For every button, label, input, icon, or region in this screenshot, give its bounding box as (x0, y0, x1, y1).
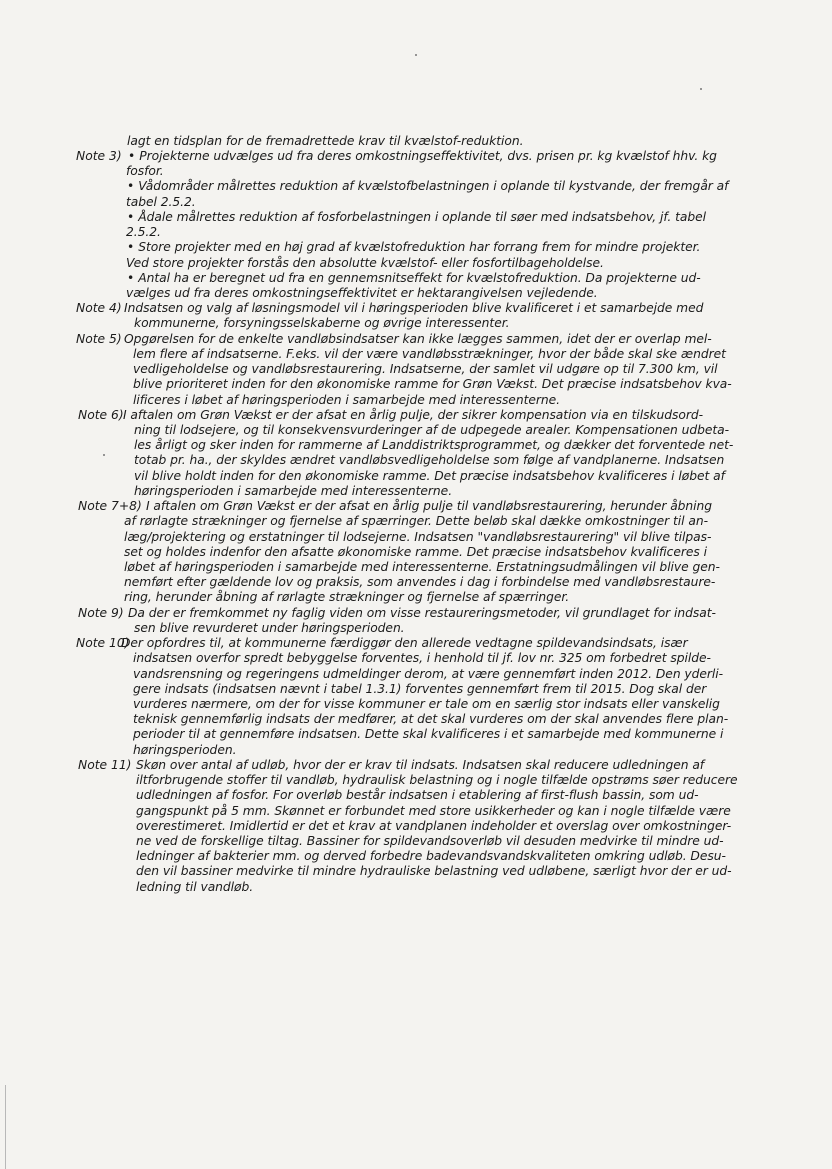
note-3-bullet-text: vælges ud fra deres omkostningseffektivitet er hektarangivelsen vejledende. (126, 286, 598, 300)
bullet-icon: • (128, 149, 136, 163)
bullet-text: Ådale målrettes reduktion af fosforbelastningen i oplande til søer med indsatsbehov, jf. tabel (138, 209, 707, 224)
scan-edge (5, 1085, 6, 1169)
note-5-text: vedligeholdelse og vandløbsrestaurering. Indsatserne, der samlet vil udgøre op til 7.300 km, vil (133, 362, 718, 377)
note-3-bullet-text (127, 210, 706, 224)
note-6-text: vil blive holdt inden for den økonomiske ramme. Det præcise indsatsbehov kvalificeres i løbet af (134, 468, 725, 483)
note-5-label: Note 5) (76, 331, 122, 346)
opening-line: lagt en tidsplan for de fremadrettede krav til kvælstof-reduktion. (127, 134, 524, 148)
note-6-text: les årligt og sker inden for rammerne af Landdistriktsprogrammet, og dækker det forventede net- (134, 438, 734, 453)
note-3-bullet-text (127, 179, 728, 193)
note-4-text: kommunerne, forsyningsselskaberne og øvrige interessenter. (134, 316, 510, 331)
note-3-label: Note 3) (76, 149, 122, 163)
note-10-text: gere indsats (indsatsen nævnt i tabel 1.3.1) forventes gennemført frem til 2015. Dog skal der (133, 681, 707, 696)
note-11-text: gangspunkt på 5 mm. Skønnet er forbundet med store usikkerheder og kan i nogle tilfælde være (136, 803, 731, 818)
note-3-bullet-text (128, 149, 717, 163)
note-7-8-text: læg/projektering og erstatninger til lodsejerne. Indsatsen "vandløbsrestaurering" vil blive tilpas- (124, 529, 712, 544)
bullet-text: Antal ha er beregnet ud fra en gennemsnitseffekt for kvælstofreduktion. Da projekterne ud- (138, 270, 701, 285)
note-10-label: Note 10) (76, 636, 130, 650)
note-7-8-label: Note 7+8) (78, 499, 142, 514)
bullet-icon: • (127, 240, 135, 255)
scan-speck (700, 88, 702, 90)
note-3-bullet-text: tabel 2.5.2. (126, 194, 196, 209)
note-6-text: I aftalen om Grøn Vækst er der afsat en årlig pulje, der sikrer kompensation via en tilskudsord- (123, 407, 703, 422)
note-7-8-text: nemført efter gældende lov og praksis, som anvendes i dag i forbindelse med vandløbsrestaure- (124, 575, 716, 590)
bullet-text: Projekterne udvælges ud fra deres omkostningseffektivitet, dvs. prisen pr. kg kvælstof hhv. kg (139, 149, 717, 163)
note-10-text: høringsperioden. (133, 742, 237, 757)
note-10-text: Der opfordres til, at kommunerne færdiggør den allerede vedtagne spildevandsindsats, især (121, 636, 688, 650)
note-5-text: lificeres i løbet af høringsperioden i samarbejde med interessenterne. (133, 392, 560, 407)
bullet-text: Store projekter med en høj grad af kvælstofreduktion har forrang frem for mindre projekter. (138, 240, 701, 255)
bullet-icon: • (127, 270, 135, 285)
note-5-text: Opgørelsen for de enkelte vandløbsindsatser kan ikke lægges sammen, idet der er overlap mel- (124, 331, 712, 346)
scan-speck (415, 54, 417, 56)
note-6-label: Note 6) (78, 407, 124, 422)
note-11-text: iltforbrugende stoffer til vandløb, hydraulisk belastning og i nogle tilfælde opstrøms søer reducere (136, 773, 738, 787)
note-3-bullet-text (127, 240, 700, 254)
note-7-8-text: af rørlagte strækninger og fjernelse af spærringer. Dette beløb skal dække omkostninger til an- (124, 514, 708, 529)
note-5-text: lem flere af indsatserne. F.eks. vil der være vandløbsstrækninger, hvor der både skal ske ændret (133, 346, 726, 361)
note-4-text: Indsatsen og valg af løsningsmodel vil i høringsperioden blive kvalificeret i et samarbejde med (124, 301, 704, 316)
note-11-text: overestimeret. Imidlertid er det et krav at vandplanen indeholder et overslag over omkostninger- (136, 818, 732, 833)
note-7-8-text: set og holdes indenfor den afsatte økonomiske ramme. Det præcise indsatsbehov kvalificeres i (124, 544, 707, 559)
note-11-label: Note 11) (78, 757, 132, 772)
note-10-text: vandsrensning og regeringens udmeldinger derom, at være gennemført inden 2012. Den yderli- (133, 666, 724, 681)
note-11-text: ne ved de forskellige tiltag. Bassiner for spildevandsoverløb vil desuden medvirke til mindre ud- (136, 833, 724, 848)
note-11-text: udledningen af fosfor. For overløb består indsatsen i etablering af first-flush bassin, som ud- (136, 788, 699, 803)
note-6-text: ning til lodsejere, og til konsekvensvurderinger af de udpegede arealer. Kompensationen udbeta- (134, 423, 730, 437)
note-9-text: Da der er fremkommet ny faglig viden om visse restaureringsmetoder, vil grundlaget for indsat- (128, 605, 716, 620)
note-10-text: vurderes nærmere, om der for visse kommuner er tale om en særlig stor indsats eller vanskelig (133, 696, 720, 711)
note-3-bullet-text: 2.5.2. (126, 225, 161, 240)
bullet-icon: • (127, 209, 135, 224)
note-6-text: høringsperioden i samarbejde med interessenterne. (134, 483, 453, 498)
note-4-label: Note 4) (76, 301, 122, 316)
scan-speck (103, 454, 105, 456)
note-10-text: perioder til at gennemføre indsatsen. Dette skal kvalificeres i et samarbejde med kommunerne i (133, 727, 724, 742)
bullet-icon: • (127, 179, 135, 194)
note-7-8-text: ring, herunder åbning af rørlagte strækninger og fjernelse af spærringer. (124, 590, 570, 605)
note-5-text: blive prioriteret inden for den økonomiske ramme for Grøn Vækst. Det præcise indsatsbehov kva- (133, 377, 732, 392)
note-10-text: indsatsen overfor spredt bebyggelse forventes, i henhold til jf. lov nr. 325 om forbedret spilde- (133, 651, 711, 666)
note-11-text: ledning til vandløb. (136, 879, 254, 894)
bullet-text: Vådområder målrettes reduktion af kvælstofbelastningen i oplande til kystvande, der fremgår af (138, 179, 729, 194)
note-9-label: Note 9) (78, 605, 124, 620)
note-11-text: den vil bassiner medvirke til mindre hydrauliske belastning ved udløbene, særligt hvor der er ud- (136, 864, 732, 879)
note-10-text: teknisk gennemførlig indsats der medfører, at det skal vurderes om der skal anvendes flere plan- (133, 712, 729, 727)
note-11-text: ledninger af bakterier mm. og derved forbedre badevandsvandskvaliteten omkring udløb. Desu- (136, 849, 726, 864)
note-3-bullet-text: fosfor. (126, 164, 164, 179)
note-7-8-text: løbet af høringsperioden i samarbejde med interessenterne. Erstatningsudmålingen vil blive gen- (124, 559, 720, 574)
note-6-text: totab pr. ha., der skyldes ændret vandløbsvedligeholdelse som følge af vandplanerne. Indsatsen (134, 453, 725, 468)
note-7-8-text: I aftalen om Grøn Vækst er der afsat en årlig pulje til vandløbsrestaurering, herunder åbning (146, 499, 713, 514)
note-9-text: sen blive revurderet under høringsperioden. (134, 620, 405, 635)
note-3-bullet-text (127, 271, 701, 285)
note-3-bullet-text: Ved store projekter forstås den absolutte kvælstof- eller fosfortilbageholdelse. (126, 255, 604, 270)
note-11-text: Skøn over antal af udløb, hvor der er krav til indsats. Indsatsen skal reducere udledningen af (136, 757, 705, 772)
